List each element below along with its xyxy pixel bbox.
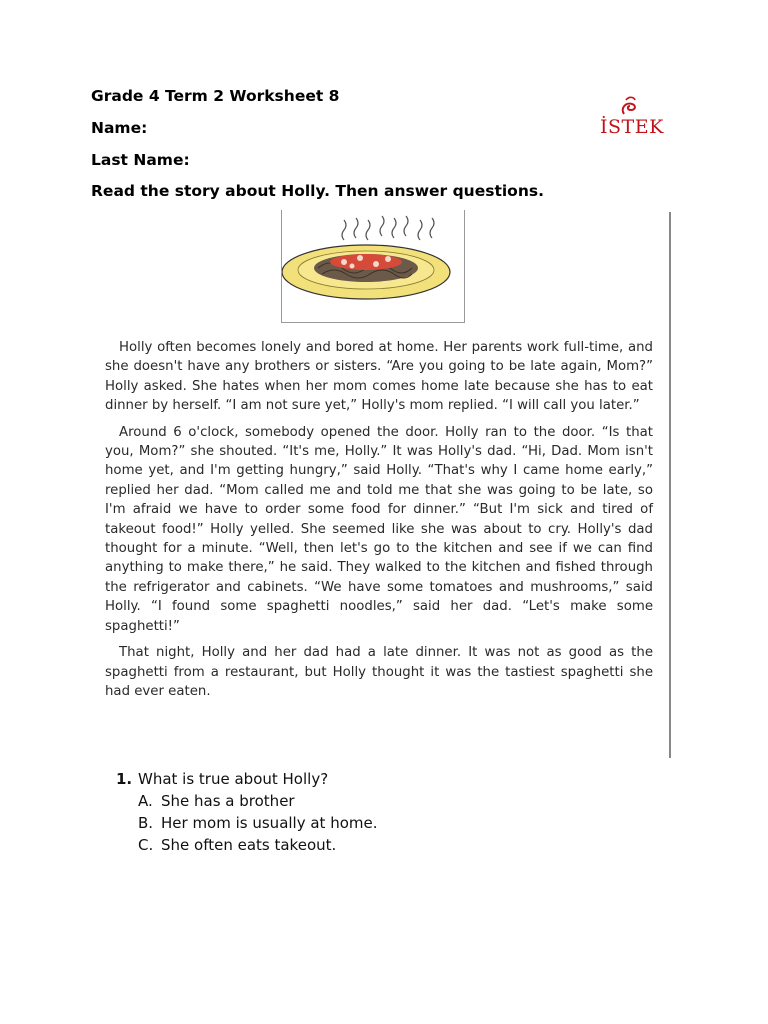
story-paragraph: That night, Holly and her dad had a late dinner. It was not as good as the spaghetti from a restaurant, but Holly thought it was the tastiest spaghetti she had ever eaten. bbox=[105, 645, 653, 699]
option-text: She often eats takeout. bbox=[161, 836, 337, 854]
question-list bbox=[116, 768, 378, 856]
last-name-label: Last Name: bbox=[91, 151, 190, 169]
option-text: She has a brother bbox=[161, 792, 295, 810]
option-letter: C. bbox=[138, 836, 154, 854]
story-paragraph: Around 6 o'clock, somebody opened the door. Holly ran to the door. “Is that you, Mom?” she shouted. “It's me, Holly.” It was Holly's dad. “Hi, Dad. Mom isn't home yet, and I'm getting hungry,” said Holly. “That's why I came home early,” replied her dad. “Mom called me and told me that she was going to be late, so I'm afraid we have to order some food for dinner.” “But I'm sick and tired of takeout food!” Holly yelled. She seemed like she was about to cry. Holly's dad thought for a minute. “Well, then let's go to the kitchen and see if we can find anything to make there,” he said. They walked to the kitchen and fished through the refrigerator and cabinets. “We have some tomatoes and mushrooms,” said Holly. “I found some spaghetti noodles,” said her dad. “Let's make some spaghetti!” bbox=[105, 424, 653, 634]
question-text: What is true about Holly? bbox=[138, 770, 329, 788]
spaghetti-plate-icon bbox=[282, 210, 464, 322]
answer-option-b bbox=[138, 812, 378, 834]
answer-option-a bbox=[138, 790, 378, 812]
answer-option-c bbox=[138, 834, 378, 856]
story-scan bbox=[91, 208, 673, 758]
instruction-text: Read the story about Holly. Then answer questions. bbox=[91, 182, 544, 200]
scan-edge-line bbox=[669, 212, 671, 758]
name-label: Name: bbox=[91, 119, 148, 137]
istek-logo bbox=[596, 94, 666, 144]
logo-swirl-icon bbox=[596, 94, 666, 118]
option-letter: A. bbox=[138, 792, 153, 810]
spaghetti-illustration-frame bbox=[281, 210, 465, 323]
option-letter: B. bbox=[138, 814, 154, 832]
question-number: 1. bbox=[116, 770, 133, 788]
logo-wordmark: İSTEK bbox=[600, 116, 664, 138]
worksheet-title: Grade 4 Term 2 Worksheet 8 bbox=[91, 87, 340, 105]
option-text: Her mom is usually at home. bbox=[161, 814, 378, 832]
story-text bbox=[105, 338, 653, 708]
story-paragraph: Holly often becomes lonely and bored at home. Her parents work full-time, and she doesn't have any brothers or sisters. “Are you going to be late again, Mom?” Holly asked. She hates when her mom comes home late because she has to eat dinner by herself. “I am not sure yet,” Holly's mom replied. “I will call you later.” bbox=[105, 340, 653, 414]
question-item bbox=[116, 768, 378, 790]
